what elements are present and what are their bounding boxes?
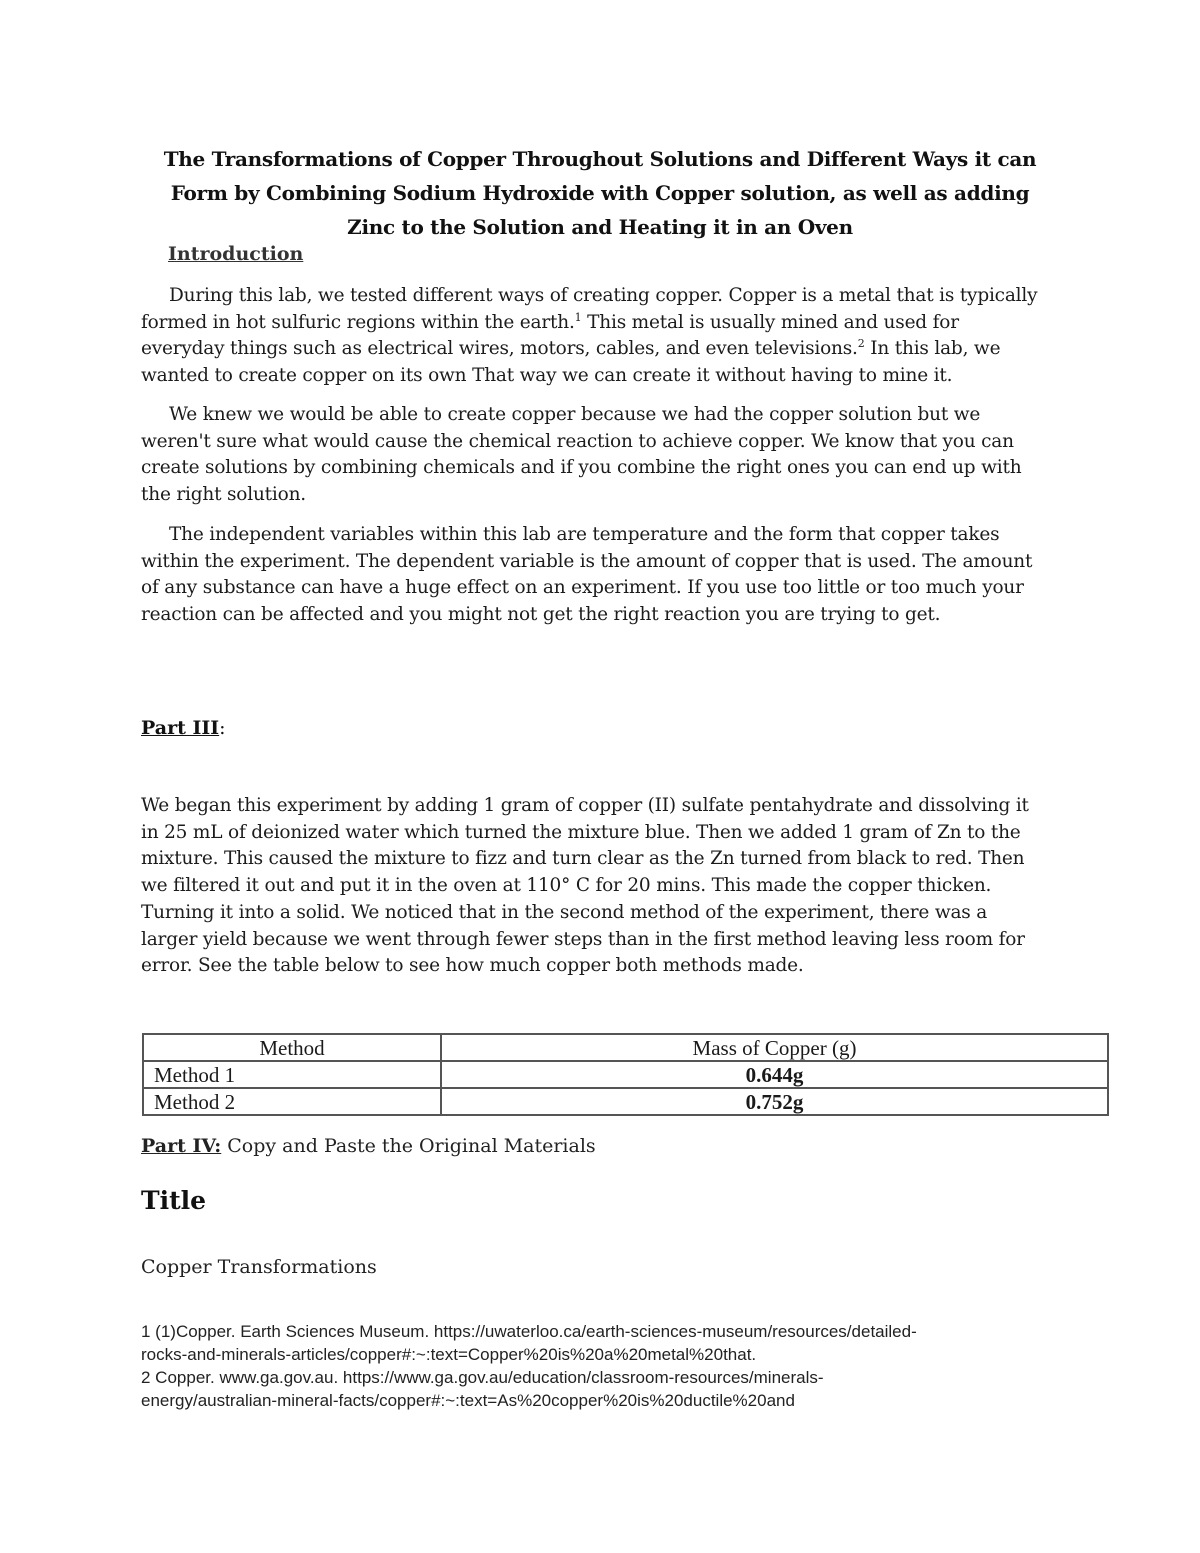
paragraph-line: Turning it into a solid. We noticed that in the second method of the experiment, there was a	[141, 901, 988, 923]
table-header-row	[143, 1034, 1108, 1061]
footnote-line: 1 (1)Copper. Earth Sciences Museum. https://uwaterloo.ca/earth-sciences-museum/resources/detailed-	[141, 1322, 917, 1341]
table-row	[143, 1088, 1108, 1115]
table-header-cell: Mass of Copper (g)	[441, 1034, 1108, 1061]
table-cell: Method 1	[143, 1061, 441, 1088]
paragraph-line: error. See the table below to see how much copper both methods made.	[141, 955, 804, 977]
section-title: Title	[141, 1186, 207, 1215]
title-line: Zinc to the Solution and Heating it in an Oven	[347, 215, 853, 239]
footnote-line: rocks-and-minerals-articles/copper#:~:text=Copper%20is%20a%20metal%20that.	[141, 1345, 757, 1364]
intro-paragraph-2	[141, 402, 1071, 509]
text-run: This metal is usually mined and used for	[581, 311, 959, 333]
paragraph-line: we filtered it out and put it in the oven at 110° C for 20 mins. This made the copper thicken.	[141, 875, 992, 897]
table-header-cell: Method	[143, 1034, 441, 1061]
footnote-ref-1: 1	[574, 310, 582, 324]
paragraph-line: We began this experiment by adding 1 gram of copper (II) sulfate pentahydrate and dissolving it	[141, 795, 1029, 816]
text-run: everyday things such as electrical wires, motors, cables, and even televisions.	[141, 338, 858, 360]
paragraph-line: During this lab, we tested different ways of creating copper. Copper is a metal that is typically	[169, 285, 1038, 306]
paragraph-line: weren't sure what would cause the chemical reaction to achieve copper. We know that you can	[141, 430, 1014, 452]
intro-paragraph-1	[141, 283, 1071, 390]
title-line: The Transformations of Copper Throughout Solutions and Different Ways it can	[163, 147, 1037, 171]
paragraph-line	[141, 336, 1071, 363]
table-cell: Method 2	[143, 1088, 441, 1115]
part-4-text: Copy and Paste the Original Materials	[221, 1135, 596, 1157]
paragraph-line: of any substance can have a huge effect on an experiment. If you use too little or too much your	[141, 577, 1024, 599]
table-cell: 0.752g	[441, 1088, 1108, 1115]
part-3-heading	[141, 717, 226, 739]
table-cell: 0.644g	[441, 1061, 1108, 1088]
paragraph-line: within the experiment. The dependent variable is the amount of copper that is used. The amount	[141, 550, 1033, 572]
part-3-label: Part III	[141, 717, 220, 739]
paragraph-line: We knew we would be able to create copper because we had the copper solution but we	[169, 404, 981, 425]
section-subtitle: Copper Transformations	[141, 1256, 377, 1278]
paragraph-line: the right solution.	[141, 484, 306, 506]
paragraph-line: The independent variables within this lab are temperature and the form that copper takes	[169, 524, 1000, 545]
document-title	[120, 142, 1080, 244]
part-3-paragraph	[141, 793, 1071, 980]
paragraph-line: create solutions by combining chemicals and if you combine the right ones you can end up with	[141, 457, 1022, 479]
text-run: formed in hot sulfuric regions within the earth.	[141, 311, 575, 333]
paragraph-line: in 25 mL of deionized water which turned the mixture blue. Then we added 1 gram of Zn to the	[141, 821, 1021, 843]
part-4-label: Part IV:	[141, 1135, 222, 1157]
part-3-colon: :	[219, 717, 226, 739]
footnote-line: energy/australian-mineral-facts/copper#:~:text=As%20copper%20is%20ductile%20and	[141, 1391, 795, 1410]
paragraph-line: larger yield because we went through fewer steps than in the first method leaving less room for	[141, 928, 1025, 950]
paragraph-line: reaction can be affected and you might not get the right reaction you are trying to get.	[141, 604, 941, 626]
text-run: In this lab, we	[864, 338, 1001, 360]
footnote-line: 2 Copper. www.ga.gov.au. https://www.ga.gov.au/education/classroom-resources/minerals-	[141, 1368, 824, 1387]
title-line: Form by Combining Sodium Hydroxide with Copper solution, as well as adding	[170, 181, 1030, 205]
part-4-heading	[141, 1135, 596, 1157]
footnotes	[141, 1320, 1081, 1412]
intro-paragraph-3	[141, 522, 1071, 629]
copper-mass-table	[142, 1033, 1109, 1116]
footnote-ref-2: 2	[857, 337, 865, 351]
paragraph-line	[141, 310, 1071, 337]
table-row	[143, 1061, 1108, 1088]
introduction-heading: Introduction	[168, 243, 304, 265]
paragraph-line: wanted to create copper on its own That way we can create it without having to mine it.	[141, 365, 953, 387]
paragraph-line: mixture. This caused the mixture to fizz and turn clear as the Zn turned from black to red. Then	[141, 848, 1025, 870]
